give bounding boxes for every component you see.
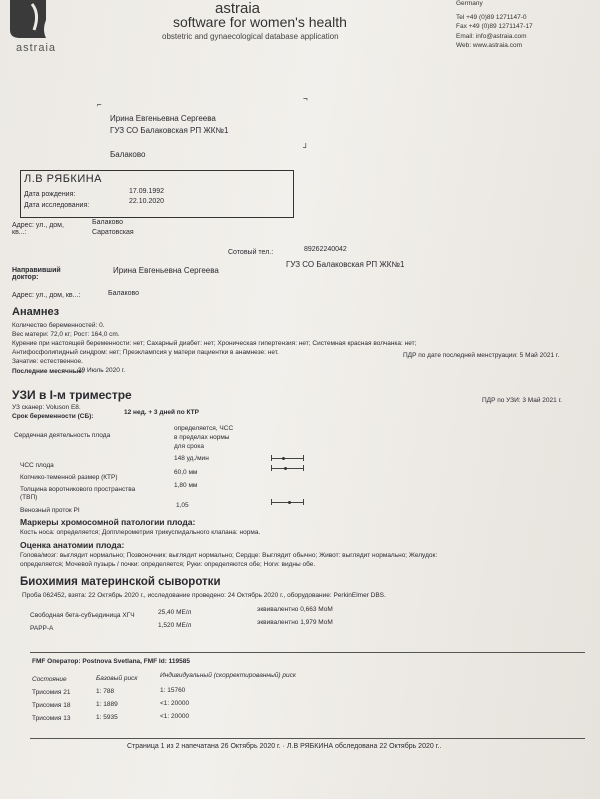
risk-cell: Трисомия 13 [32,715,71,722]
risk-cell: <1: 20000 [160,713,190,720]
fmf-operator: FMF Оператор: Postnova Svetlana, FMF Id: 119585 [32,658,191,665]
risk-header: Индивидуальный (скорректированный) риск [160,672,296,679]
us-row-label: Толщина воротникового пространства [20,486,136,493]
risk-header: Состояние [32,676,67,683]
risk-cell: 1: 1889 [96,701,118,708]
us-row-label: (ТВП) [20,494,38,501]
corner-mark: ⌐ [97,100,102,109]
biochem-row-value: 25,40 МЕ/л [158,609,192,616]
markers-text: Кость носа: определяется; Допплерометрия трикуспидального клапана: норма. [20,529,261,536]
us-row-value: в пределах нормы [174,434,230,441]
us-row-value: 60,0 мм [174,469,198,476]
anatomy-line: определяется; Мочевой пузырь / почки: определяется; Руки: определяются обе; Ноги: видны обе. [20,561,316,568]
biochem-title: Биохимия материнской сыворотки [20,576,221,588]
corner-mark: ¬ [303,94,308,103]
astraia-logo [2,0,62,42]
phone-value: 89262240042 [304,246,347,253]
recipient-city: Балаково [110,150,146,159]
contact-tel: Tel +49 (0)89 1271147-0 [456,14,527,21]
lmp-value: 29 Июль 2020 г. [78,367,126,374]
us-row-value: 1,05 [176,502,189,509]
risk-header: Базовый риск [96,675,138,682]
us-row-value: 148 уд./мин [174,455,209,462]
corner-mark: ┘ [303,143,309,152]
ga-value: 12 нед. + 3 дней по КТР [124,409,199,416]
edd-lmp: ПДР по дате последней менструации: 5 Май 2021 г. [403,352,560,359]
markers-title: Маркеры хромосомной патологии плода: [20,517,196,527]
subline: obstetric and gynaecological database application [162,32,339,41]
anamnesis-line: Курение при настоящей беременности: нет; Сахарный диабет: нет; Хроническая гипертензия: нет; Системная красная волчанка: нет; [12,340,417,347]
contact-country: Germany [456,0,483,7]
anamnesis-line: Вес матери: 72,0 кг; Рост: 164,0 cm. [12,331,120,338]
risk-cell: 1: 788 [96,688,115,695]
biochem-row-label: Свободная бета-субъединица ХГЧ [30,612,135,619]
biochem-row-label: PAPP-A [30,625,54,632]
divider [30,652,585,653]
dob-value: 17.09.1992 [129,188,165,195]
referral-label: Направивший доктор: [12,267,61,281]
us-row-label: Копчико-теменной размер (КТР) [20,474,118,481]
patient-address-label: Адрес: ул., дом, кв...: [12,222,64,236]
anamnesis-title: Анамнез [12,306,60,318]
footer-divider [30,738,585,739]
risk-cell: Трисомия 21 [32,689,71,696]
patient-address-city: Балаково [92,219,124,226]
exam-date-value: 22.10.2020 [129,198,165,205]
recipient-org: ГУЗ СО Балаковская РП ЖК№1 [110,126,229,135]
biochem-sample: Проба 062452, взята: 22 Октябрь 2020 г., исследование проведено: 24 Октябрь 2020 г., оборудование: PerkinElmer DBS. [22,592,386,599]
anamnesis-line: Количество беременностей: 0. [12,322,105,329]
biochem-row-value: 1,520 МЕ/л [158,622,192,629]
footer-text: Страница 1 из 2 напечатана 26 Октябрь 2020 г. · Л.В РЯБКИНА обследована 22 Октябрь 2020 г.. [127,743,442,750]
edd-us: ПДР по УЗИ: 3 Май 2021 г. [482,397,562,404]
referral-org: ГУЗ СО Балаковская РП ЖК№1 [286,260,405,269]
risk-cell: 1: 15760 [160,687,186,694]
us-row-label: Сердечная деятельность плода [14,432,111,439]
us-row-label: Венозный проток PI [20,507,80,514]
referral-address: Балаково [108,290,140,297]
us-row-value: для срока [174,443,204,450]
patient-box [20,170,294,218]
brand-name: astraia [215,0,261,17]
patient-name: Л.В РЯБКИНА [24,173,103,185]
tagline: software for women's health [173,14,347,30]
lmp-label: Последние месячные: [12,368,85,375]
contact-fax: Fax +49 (0)89 1271147-17 [456,23,533,30]
us-row-value: определяется, ЧСС [174,425,234,432]
anamnesis-line: Зачатие: естественное. [12,358,83,365]
biochem-row-mom: эквивалентно 1,979 МоМ [257,619,333,626]
ultrasound-title: УЗИ в I-м триместре [12,388,132,402]
risk-cell: <1: 20000 [160,700,190,707]
recipient-name: Ирина Евгеньевна Сергеева [110,114,216,123]
us-row-label: ЧСС плода [20,462,54,469]
anatomy-line: Голова/мозг: выглядит нормально; Позвоночник: выглядит нормально; Сердце: Выглядит обычно; Живот: выглядит нормально; Желудок: [20,552,438,559]
patient-address-region: Саратовская [92,229,134,236]
phone-label: Сотовый тел.: [228,249,274,256]
risk-cell: Трисомия 18 [32,702,71,709]
anamnesis-line: Антифосфолипидный синдром: нет; Преэклампсия у матери пациентки в анамнезе: нет. [12,349,279,356]
logo-text: astraia [16,42,57,54]
dob-label: Дата рождения: [24,191,76,198]
exam-date-label: Дата исследования: [24,202,90,209]
contact-web: Web: www.astraia.com [456,42,522,49]
referral-doctor: Ирина Евгеньевна Сергеева [113,266,219,275]
biochem-row-mom: эквивалентно 0,663 МоМ [257,606,333,613]
ga-label: Срок беременности (СБ): [12,413,94,420]
contact-email: Email: info@astraia.com [456,33,527,40]
us-row-value: 1,80 мм [174,482,198,489]
referral-address-label: Адрес: ул., дом, кв...: [12,292,81,299]
risk-cell: 1: 5935 [96,714,118,721]
scanner: УЗ сканер: Voluson E8. [12,404,81,411]
anatomy-title: Оценка анатомии плода: [20,540,125,550]
